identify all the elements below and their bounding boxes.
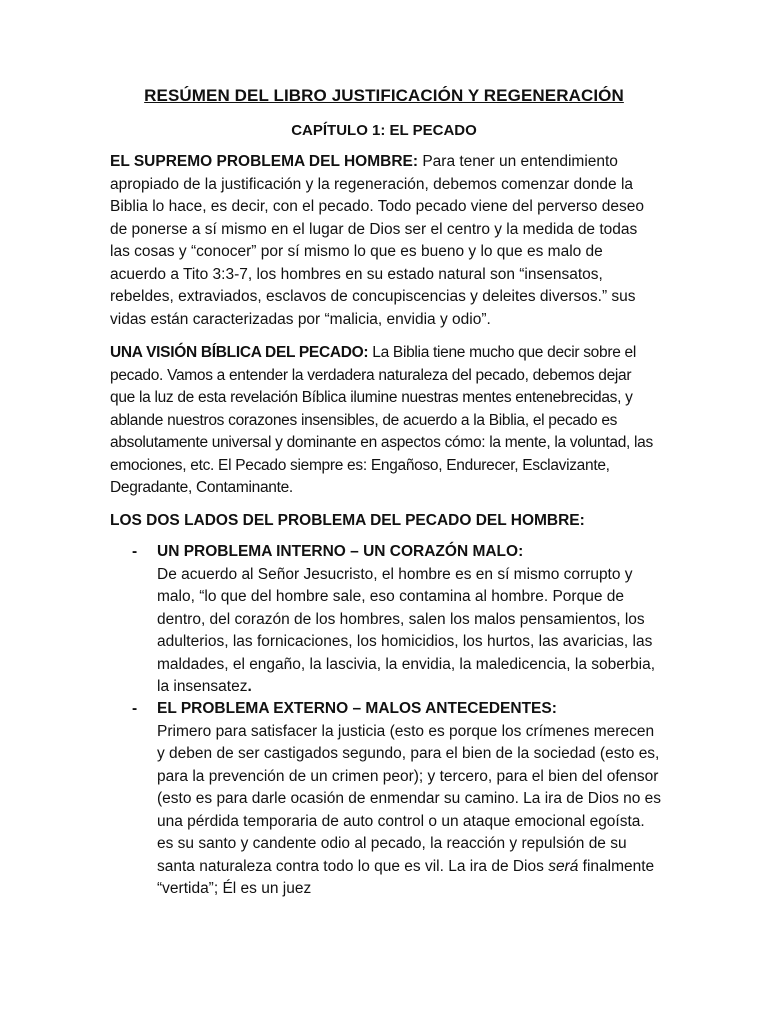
list-item-text: Primero para satisfacer la justicia (esto es porque los crímenes merecen y deben de ser castigados segundo, para el bien de la sociedad (esto es, para la prevención de un crimen peor); y tercero, para el bien del ofensor (esto es para darle ocasión de enmendar su camino. La ira de Dios no es una pérdida temporaria de auto control o un ataque emocional egoísta. es su santo y candente odio al pecado, la reacción y repulsión de su santa naturaleza contra todo lo que es vil. La ira de Dios será finalmente “vertida”; Él es un juez: [157, 722, 662, 897]
list-item-text: De acuerdo al Señor Jesucristo, el hombre es en sí mismo corrupto y malo, “lo que del hombre sale, eso contamina al hombre. Porque de dentro, del corazón de los hombres, salen los malos pensamientos, los adulterios, las fornicaciones, los homicidios, los hurtos, las avaricias, las maldades, el engaño, la lascivia, la envidia, la maledicencia, la soberbia, la insensatez.: [157, 565, 656, 695]
section-biblical-vision: [110, 342, 660, 500]
section-heading: LOS DOS LADOS DEL PROBLEMA DEL PECADO DEL HOMBRE:: [110, 512, 585, 529]
chapter-heading: CAPÍTULO 1: EL PECADO: [291, 122, 477, 139]
document-title: RESÚMEN DEL LIBRO JUSTIFICACIÓN Y REGENERACIÓN: [144, 86, 624, 105]
emphasis-text: será: [548, 857, 579, 875]
list-item-heading: UN PROBLEMA INTERNO – UN CORAZÓN MALO:: [157, 543, 524, 560]
section-heading: EL SUPREMO PROBLEMA DEL HOMBRE:: [110, 153, 419, 170]
section-text: Para tener un entendimiento apropiado de la justificación y la regeneración, debemos comenzar donde la Biblia lo hace, es decir, con el pecado. Todo pecado viene del perverso deseo de ponerse a sí mismo en el lugar de Dios ser el centro y la medida de todas las cosas y “conocer” por sí mismo lo que es bueno y lo que es malo de acuerdo a Tito 3:3-7, los hombres en su estado natural son “insensatos, rebeldes, extraviados, esclavos de concupiscencias y deleites diversos.” sus vidas están caracterizadas por “malicia, envidia y odio”.: [110, 153, 644, 328]
list-bullet: -: [132, 700, 138, 717]
section-two-sides: [110, 510, 660, 533]
section-supreme-problem: [110, 151, 660, 331]
section-heading: UNA VISIÓN BÍBLICA DEL PECADO:: [110, 344, 369, 361]
list-item-end-mark: .: [247, 678, 252, 695]
list-item-heading: EL PROBLEMA EXTERNO – MALOS ANTECEDENTES:: [157, 700, 557, 717]
section-text: La Biblia tiene mucho que decir sobre el pecado. Vamos a entender la verdadera naturaleza del pecado, debemos dejar que la luz de esta revelación Bíblica ilumine nuestras mentes entenebrecidas, y ablande nuestros corazones insensibles, de acuerdo a la Biblia, el pecado es absolutamente universal y dominante en aspectos cómo: la mente, la voluntad, las emociones, etc. El Pecado siempre es: Engañoso, Endurecer, Esclavizante, Degradante, Contaminante.: [110, 344, 653, 496]
list-bullet: -: [132, 543, 138, 560]
